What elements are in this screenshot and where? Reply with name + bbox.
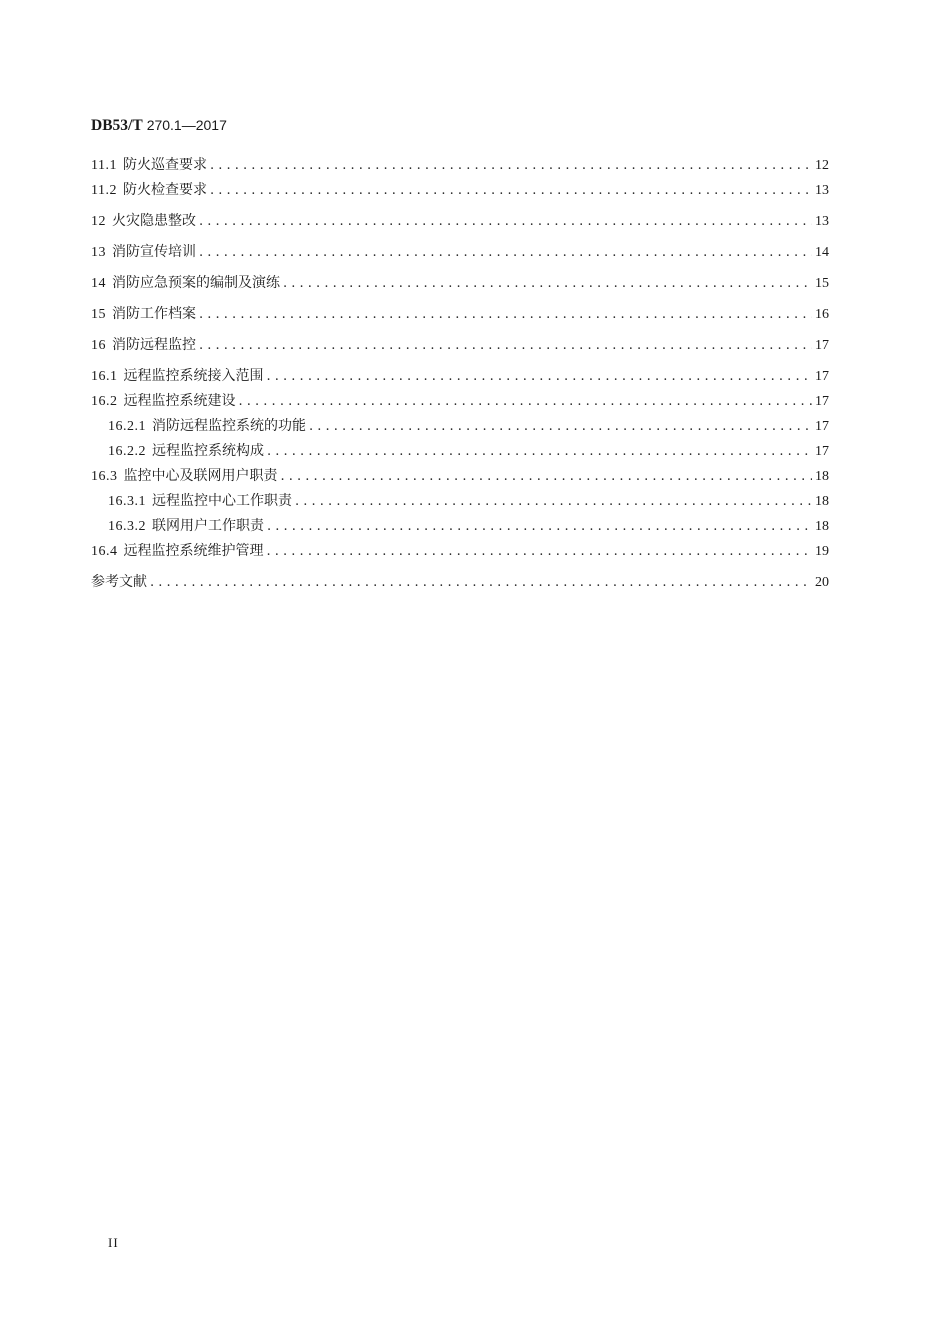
toc-entry[interactable] xyxy=(91,366,829,386)
toc-entry-page: 15 xyxy=(815,276,829,291)
standard-code: DB53/T xyxy=(91,117,143,134)
toc-entry[interactable] xyxy=(91,466,829,486)
toc-entry-number: 16.2.2 xyxy=(108,444,146,459)
toc-entry-page: 20 xyxy=(815,575,829,590)
toc-leader-dots xyxy=(267,442,812,462)
toc-entry-title: 远程监控系统构成 xyxy=(152,443,264,459)
toc-leader-dots xyxy=(267,517,812,537)
toc-entry-number: 14 xyxy=(91,276,106,291)
toc-entry-page: 13 xyxy=(815,214,829,229)
toc-entry[interactable] xyxy=(91,491,829,511)
toc-leader-dots xyxy=(199,305,812,325)
toc-entry-title: 消防远程监控 xyxy=(112,337,196,353)
toc-entry-title: 联网用户工作职责 xyxy=(152,518,264,534)
toc-entry-title: 监控中心及联网用户职责 xyxy=(123,468,278,484)
page-number: II xyxy=(108,1235,119,1250)
toc-entry-page: 17 xyxy=(815,444,829,459)
toc-entry[interactable] xyxy=(91,516,829,536)
toc-entry-page: 16 xyxy=(815,307,829,322)
toc-entry-number: 11.1 xyxy=(91,158,117,173)
toc-entry-page: 12 xyxy=(815,158,829,173)
toc-entry[interactable] xyxy=(91,335,829,355)
toc-entry-page: 13 xyxy=(815,183,829,198)
toc-entry[interactable] xyxy=(91,180,829,200)
toc-entry[interactable] xyxy=(91,441,829,461)
document-header xyxy=(91,115,227,136)
toc-entry-page: 17 xyxy=(815,419,829,434)
toc-entry-title: 参考文献 xyxy=(91,574,147,590)
toc-leader-dots xyxy=(199,243,812,263)
toc-entry-number: 16.2.1 xyxy=(108,419,146,434)
toc-entry-title: 远程监控系统接入范围 xyxy=(123,368,264,384)
toc-entry-number: 16.3.2 xyxy=(108,519,146,534)
toc-entry-title: 火灾隐患整改 xyxy=(112,213,196,229)
toc-entry[interactable] xyxy=(91,211,829,231)
toc-leader-dots xyxy=(281,467,813,487)
toc-entry[interactable] xyxy=(91,242,829,262)
toc-entry-title: 远程监控系统建设 xyxy=(123,393,236,409)
toc-entry[interactable] xyxy=(91,273,829,293)
toc-entry-title: 防火巡查要求 xyxy=(122,157,207,173)
toc-leader-dots xyxy=(295,492,812,512)
toc-entry[interactable] xyxy=(91,541,829,561)
toc-entry[interactable] xyxy=(91,304,829,324)
toc-entry[interactable] xyxy=(91,572,829,592)
toc-entry[interactable] xyxy=(91,155,829,175)
toc-leader-dots xyxy=(210,181,812,201)
toc-entry-page: 14 xyxy=(815,245,829,260)
toc-leader-dots xyxy=(150,573,812,593)
toc-leader-dots xyxy=(239,392,813,412)
toc-entry-number: 13 xyxy=(91,245,106,260)
toc-entry[interactable] xyxy=(91,416,829,436)
toc-leader-dots xyxy=(267,367,813,387)
toc-entry-number: 16.3 xyxy=(91,469,118,484)
toc-entry-number: 16 xyxy=(91,338,106,353)
toc-leader-dots xyxy=(309,417,812,437)
toc-leader-dots xyxy=(283,274,812,294)
toc-leader-dots xyxy=(199,336,812,356)
toc-entry-title: 远程监控中心工作职责 xyxy=(152,493,292,509)
toc-entry-page: 19 xyxy=(815,544,829,559)
toc-leader-dots xyxy=(267,542,813,562)
toc-entry-page: 17 xyxy=(815,369,829,384)
toc-leader-dots xyxy=(199,212,812,232)
toc-entry-number: 16.1 xyxy=(91,369,118,384)
toc-entry-page: 17 xyxy=(815,338,829,353)
toc-entry-page: 18 xyxy=(815,469,829,484)
toc-entry-number: 12 xyxy=(91,214,106,229)
toc-entry-title: 消防应急预案的编制及演练 xyxy=(112,275,280,291)
toc-leader-dots xyxy=(210,156,812,176)
toc-entry-page: 18 xyxy=(815,494,829,509)
toc-entry-title: 消防宣传培训 xyxy=(112,244,196,260)
toc-entry-number: 15 xyxy=(91,307,106,322)
toc-entry-page: 18 xyxy=(815,519,829,534)
toc-entry-number: 16.4 xyxy=(91,544,118,559)
toc-entry-number: 16.2 xyxy=(91,394,118,409)
toc-entry-title: 消防远程监控系统的功能 xyxy=(152,418,306,434)
toc-entry-page: 17 xyxy=(815,394,829,409)
toc-entry-number: 11.2 xyxy=(91,183,117,198)
toc-entry-title: 消防工作档案 xyxy=(112,306,196,322)
toc-entry-number: 16.3.1 xyxy=(108,494,146,509)
toc-entry[interactable] xyxy=(91,391,829,411)
toc-entry-title: 防火检查要求 xyxy=(122,182,207,198)
standard-number: 270.1—2017 xyxy=(146,117,227,133)
toc-entry-title: 远程监控系统维护管理 xyxy=(123,543,264,559)
